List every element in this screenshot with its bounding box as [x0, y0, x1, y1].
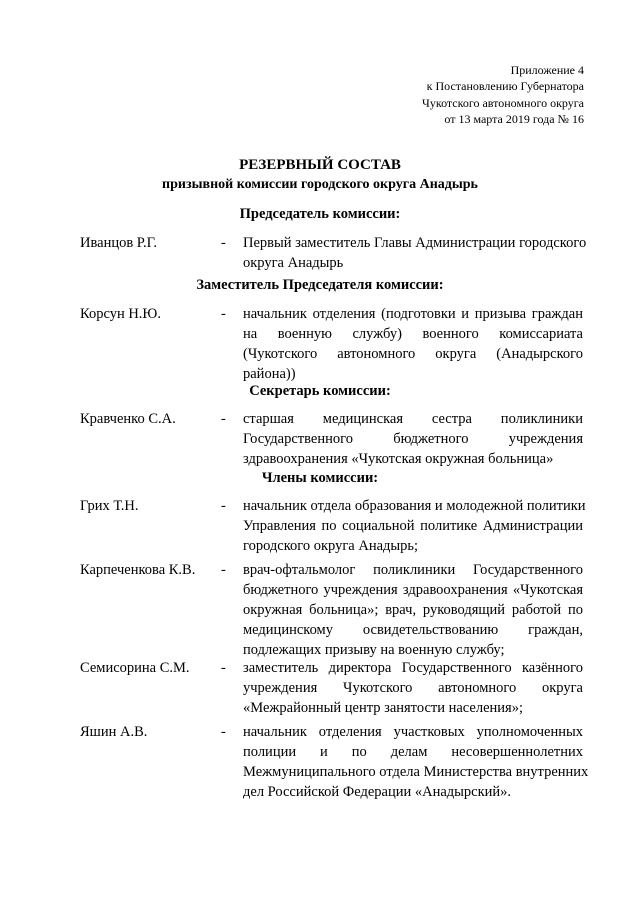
member-position — [243, 233, 587, 273]
section-heading-members: Члены комиссии: — [261, 470, 379, 486]
position-line: на военную службу) военного комиссариата — [243, 326, 583, 342]
member-name: Кравченко С.А. — [80, 411, 176, 427]
position-line: округа Анадырь — [243, 255, 344, 271]
member-name: Карпеченкова К.В. — [80, 562, 196, 578]
position-line: Управления по социальной политике Администрации — [243, 518, 583, 534]
position-line: подлежащих призыву на военную службу; — [243, 642, 505, 658]
member-name: Яшин А.В. — [80, 724, 148, 740]
member-dash: - — [221, 306, 226, 322]
appendix-line: от 13 марта 2019 года № 16 — [444, 112, 584, 127]
document-subtitle: призывной комиссии городского округа Анадырь — [162, 177, 478, 192]
position-line: врач-офтальмолог поликлиники Государственного — [243, 562, 583, 578]
section-heading-deputy: Заместитель Председателя комиссии: — [196, 277, 444, 293]
appendix-line: Чукотского автономного округа — [422, 95, 584, 110]
appendix-block — [284, 62, 584, 128]
position-line: городского округа Анадырь; — [243, 538, 419, 554]
member-dash: - — [221, 235, 226, 251]
position-line: бюджетного учреждения здравоохранения «Чукотская — [243, 582, 583, 598]
position-line: полиции и по делам несовершеннолетних — [243, 744, 583, 760]
section-heading-chairman: Председатель комиссии: — [239, 206, 401, 222]
position-line: начальник отделения участковых уполномоченных — [243, 724, 583, 740]
member-name: Иванцов Р.Г. — [80, 235, 158, 251]
position-line: заместитель директора Государственного казённого — [243, 660, 583, 676]
position-line: района)) — [243, 366, 296, 382]
member-dash: - — [221, 411, 226, 427]
position-line: медицинскому освидетельствованию граждан, — [243, 622, 583, 638]
member-dash: - — [221, 498, 226, 514]
position-line: окружная больница»; врач, руководящий работой по — [243, 602, 583, 618]
document-title: РЕЗЕРВНЫЙ СОСТАВ — [239, 157, 401, 173]
section-heading-secretary: Секретарь комиссии: — [249, 383, 391, 399]
position-line: (Чукотского автономного округа (Анадырского — [243, 346, 583, 362]
position-line: начальник отдела образования и молодежной политики — [243, 498, 586, 514]
position-line: учреждения Чукотского автономного округа — [243, 680, 583, 696]
member-position — [243, 496, 586, 556]
member-dash: - — [221, 724, 226, 740]
position-line: Межмуниципального отдела Министерства внутренних — [243, 764, 589, 780]
position-line: старшая медицинская сестра поликлиники — [243, 411, 583, 427]
position-line: «Межрайонный центр занятости населения»; — [243, 700, 523, 716]
member-position — [243, 560, 583, 660]
appendix-line: к Постановлению Губернатора — [426, 79, 584, 94]
member-dash: - — [221, 562, 226, 578]
member-name: Грих Т.Н. — [80, 498, 139, 514]
appendix-line: Приложение 4 — [510, 63, 584, 77]
position-line: здравоохранения «Чукотская окружная больница» — [243, 451, 554, 467]
position-line: Первый заместитель Главы Администрации городского — [243, 235, 587, 251]
position-line: начальник отделения (подготовки и призыва граждан — [243, 306, 583, 322]
member-position — [243, 722, 589, 802]
member-name: Корсун Н.Ю. — [80, 306, 161, 322]
member-name: Семисорина С.М. — [80, 660, 190, 676]
position-line: Государственного бюджетного учреждения — [243, 431, 583, 447]
member-dash: - — [221, 660, 226, 676]
member-position — [243, 658, 583, 718]
member-position — [243, 409, 583, 469]
member-position — [243, 304, 583, 384]
position-line: дел Российской Федерации «Анадырский». — [243, 784, 512, 800]
